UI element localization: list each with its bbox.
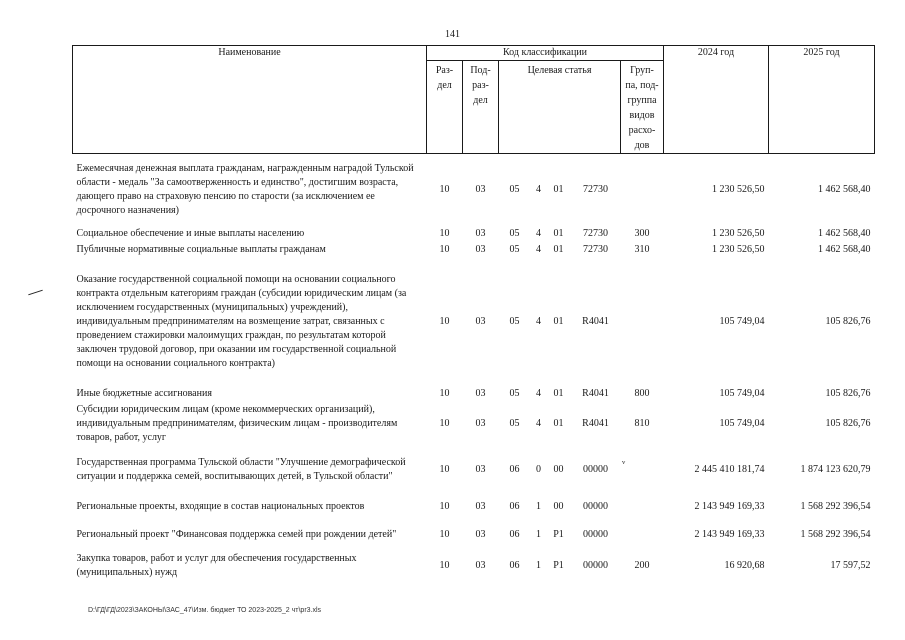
row-event: 01 <box>553 227 564 239</box>
header-target: Целевая статья <box>499 61 621 154</box>
row-razdel: 10 <box>439 463 450 475</box>
row-razdel: 10 <box>439 417 450 429</box>
row-name: Социальное обеспечение и иные выплаты населению <box>76 227 305 239</box>
row-program: 05 <box>509 227 520 239</box>
row-subprogram: 1 <box>536 528 541 540</box>
row-program: 05 <box>509 315 520 327</box>
pen-mark <box>28 290 43 296</box>
row-program: 05 <box>509 417 520 429</box>
row-name: Ежемесячная денежная выплата гражданам, награжденным наградой Тульской области - медаль "За самоотверженность и единство", достигшим возраста, дающего право на страховую пенсию по старости (за исключением ее досрочного назначения) <box>76 162 414 216</box>
row-amount-2025: 17 597,52 <box>830 559 871 571</box>
row-podrazdel: 03 <box>475 243 486 255</box>
row-program: 06 <box>509 500 520 512</box>
row-subprogram: 0 <box>536 463 541 475</box>
row-amount-2025: 1 462 568,40 <box>818 227 871 239</box>
row-razdel: 10 <box>439 243 450 255</box>
row-group: 300 <box>634 227 650 239</box>
table-row <box>73 258 875 386</box>
row-podrazdel: 03 <box>475 463 486 475</box>
row-amount-2025: 105 826,76 <box>825 387 871 399</box>
row-name: Государственная программа Тульской области "Улучшение демографической ситуации и поддержка семей, воспитывающих детей, в Тульской области" <box>76 456 406 482</box>
row-event: 01 <box>553 417 564 429</box>
row-amount-2024: 2 143 949 169,33 <box>694 528 765 540</box>
header-podrazdel: Под- раз- дел <box>463 61 499 154</box>
row-event: P1 <box>553 528 564 540</box>
table-row <box>73 154 875 226</box>
row-group: 800 <box>634 387 650 399</box>
row-group <box>621 154 664 226</box>
row-razdel: 10 <box>439 183 450 195</box>
row-program: 05 <box>509 183 520 195</box>
row-podrazdel: 03 <box>475 387 486 399</box>
row-name: Субсидии юридическим лицам (кроме некоммерческих организаций), индивидуальным предпринимателям, физическим лицам - производителям товаров, работ, услуг <box>76 403 398 443</box>
row-amount-2024: 105 749,04 <box>719 417 765 429</box>
row-name: Оказание государственной социальной помощи на основании социального контракта отдельным категориям граждан (субсидии юридическим лицам (за исключением государственных (муниципальных) учреждений), индивидуальным предпринимателям на возмещение затрат, связанных с проведением стажировки малоимущих граждан, по результатам которой заключен трудовой договор, при оказании им государственной социальной помощи на основании социального контракта) <box>76 273 407 369</box>
row-amount-2025: 105 826,76 <box>825 315 871 327</box>
row-group <box>621 494 664 520</box>
row-direction: 00000 <box>583 528 608 540</box>
row-amount-2025: 1 462 568,40 <box>818 243 871 255</box>
header-name: Наименование <box>73 46 427 154</box>
row-amount-2024: 105 749,04 <box>719 387 765 399</box>
row-program: 06 <box>509 559 520 571</box>
row-amount-2025: 1 568 292 396,54 <box>800 500 871 512</box>
row-group: 810 <box>634 417 650 429</box>
row-subprogram: 1 <box>536 559 541 571</box>
row-direction: 00000 <box>583 463 608 475</box>
row-subprogram: 4 <box>536 417 541 429</box>
row-amount-2025: 1 568 292 396,54 <box>800 528 871 540</box>
row-subprogram: 4 <box>536 387 541 399</box>
row-direction: 72730 <box>583 183 608 195</box>
row-name: Иные бюджетные ассигнования <box>76 387 212 399</box>
row-name: Региональные проекты, входящие в состав национальных проектов <box>76 500 365 512</box>
row-podrazdel: 03 <box>475 315 486 327</box>
row-amount-2024: 1 230 526,50 <box>712 227 765 239</box>
row-subprogram: 4 <box>536 183 541 195</box>
row-razdel: 10 <box>439 387 450 399</box>
header-razdel: Раз- дел <box>427 61 463 154</box>
header-row-top <box>73 46 875 61</box>
row-amount-2024: 1 230 526,50 <box>712 183 765 195</box>
row-group: 310 <box>634 243 650 255</box>
file-path-footer: D:\ГД\ГД\2023\ЗАКОНЫ\ЗАС_47\Изм. бюджет ТО 2023-2025_2 чт\pr3.xls <box>88 607 322 614</box>
row-program: 05 <box>509 387 520 399</box>
row-amount-2025: 1 462 568,40 <box>818 183 871 195</box>
row-event: P1 <box>553 559 564 571</box>
row-name: Публичные нормативные социальные выплаты гражданам <box>76 243 326 255</box>
check-mark-icon: ᵛ <box>622 458 626 470</box>
row-program: 05 <box>509 243 520 255</box>
row-subprogram: 4 <box>536 315 541 327</box>
row-amount-2024: 2 143 949 169,33 <box>694 500 765 512</box>
row-podrazdel: 03 <box>475 417 486 429</box>
row-amount-2025: 105 826,76 <box>825 417 871 429</box>
row-razdel: 10 <box>439 559 450 571</box>
row-razdel: 10 <box>439 500 450 512</box>
row-direction: 72730 <box>583 227 608 239</box>
row-name: Закупка товаров, работ и услуг для обеспечения государственных (муниципальных) нужд <box>76 552 357 578</box>
row-event: 00 <box>553 500 564 512</box>
row-amount-2024: 2 445 410 181,74 <box>694 463 765 475</box>
row-direction: 00000 <box>583 559 608 571</box>
table-row <box>73 386 875 402</box>
row-direction: 72730 <box>583 243 608 255</box>
row-direction: R4041 <box>582 387 609 399</box>
row-program: 06 <box>509 528 520 540</box>
row-group <box>621 258 664 386</box>
row-podrazdel: 03 <box>475 559 486 571</box>
row-razdel: 10 <box>439 227 450 239</box>
row-podrazdel: 03 <box>475 183 486 195</box>
row-event: 01 <box>553 387 564 399</box>
header-year-2025: 2025 год <box>769 46 875 154</box>
row-event: 01 <box>553 315 564 327</box>
row-group <box>621 446 664 494</box>
row-event: 01 <box>553 183 564 195</box>
budget-table <box>72 45 875 582</box>
row-direction: R4041 <box>582 417 609 429</box>
table-row <box>73 226 875 242</box>
row-group <box>621 520 664 550</box>
row-podrazdel: 03 <box>475 227 486 239</box>
header-year-2024: 2024 год <box>664 46 769 154</box>
row-subprogram: 4 <box>536 243 541 255</box>
page-number: 141 <box>445 29 460 40</box>
row-direction: R4041 <box>582 315 609 327</box>
table-row <box>73 242 875 258</box>
row-razdel: 10 <box>439 528 450 540</box>
header-code-group: Код классификации <box>427 46 664 61</box>
row-amount-2024: 16 920,68 <box>724 559 765 571</box>
row-amount-2024: 105 749,04 <box>719 315 765 327</box>
row-name: Региональный проект "Финансовая поддержка семей при рождении детей" <box>76 528 397 540</box>
row-amount-2025: 1 874 123 620,79 <box>800 463 871 475</box>
row-event: 01 <box>553 243 564 255</box>
row-program: 06 <box>509 463 520 475</box>
row-event: 00 <box>553 463 564 475</box>
row-podrazdel: 03 <box>475 528 486 540</box>
row-amount-2024: 1 230 526,50 <box>712 243 765 255</box>
header-group: Груп- па, под- группа видов расхо- дов <box>621 61 664 154</box>
row-razdel: 10 <box>439 315 450 327</box>
table-row <box>73 550 875 582</box>
table-row <box>73 520 875 550</box>
row-group: 200 <box>634 559 650 571</box>
row-subprogram: 1 <box>536 500 541 512</box>
row-podrazdel: 03 <box>475 500 486 512</box>
row-direction: 00000 <box>583 500 608 512</box>
table-row <box>73 494 875 520</box>
row-subprogram: 4 <box>536 227 541 239</box>
table-row <box>73 402 875 446</box>
table-row <box>73 446 875 494</box>
